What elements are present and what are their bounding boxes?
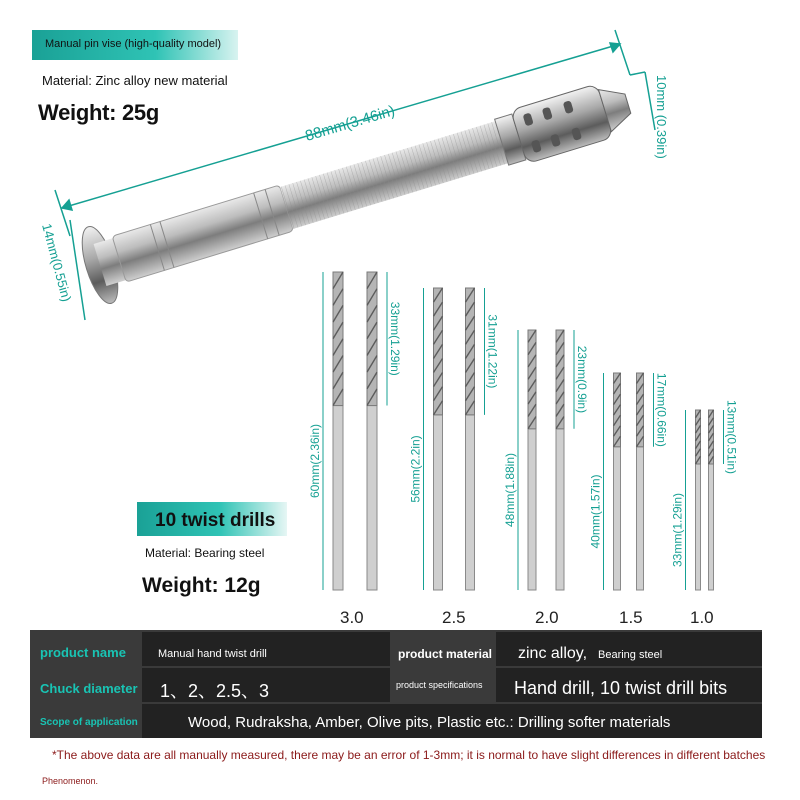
- total-length-label: 60mm(2.36in): [308, 423, 322, 499]
- value-product-specs: Hand drill, 10 twist drill bits: [514, 678, 728, 698]
- vise-weight: Weight: 25g: [38, 100, 159, 125]
- size-label-1-0: 1.0: [690, 608, 714, 627]
- drill-bit: [709, 410, 714, 590]
- drills-title: 10 twist drills: [155, 510, 276, 531]
- footnote: *The above data are all manually measured, there may be an error of 1-3mm; it is normal to have slight differences in different batches: [52, 748, 766, 762]
- value-product-name: Manual hand twist drill: [158, 648, 267, 660]
- drill-bit: [367, 272, 377, 590]
- drill-bit: [556, 330, 564, 590]
- flute-length-label: 23mm(0.9in): [575, 345, 589, 414]
- drill-bit: [466, 288, 475, 590]
- label-product-material: product material: [398, 647, 493, 661]
- value-chuck-diameter: 1、2、2.5、3: [160, 681, 270, 701]
- drills-material: Material: Bearing steel: [145, 546, 265, 560]
- value-material-2: Bearing steel: [598, 649, 663, 661]
- vise-ribbon-title: Manual pin vise (high-quality model): [45, 38, 222, 50]
- value-material-1: zinc alloy,: [518, 645, 588, 662]
- flute-length-label: 31mm(1.22in): [485, 314, 500, 389]
- drill-bits-illustration: [0, 260, 800, 610]
- vise-material: Material: Zinc alloy new material: [42, 73, 228, 88]
- size-label-1-5: 1.5: [619, 608, 643, 627]
- flute-length-label: 33mm(1.29in): [388, 301, 402, 376]
- size-label-3-0: 3.0: [340, 608, 364, 627]
- flute-length-label: 13mm(0.51in): [724, 399, 739, 475]
- vise-chuck-dimension: 10mm (0.39in): [654, 75, 669, 159]
- vise-end-dimension: 14mm(0.55in): [39, 221, 75, 304]
- total-length-label: 40mm(1.57in): [588, 474, 603, 549]
- footnote-continued: Phenomenon.: [42, 776, 99, 786]
- drill-bit: [637, 373, 644, 590]
- total-length-label: 48mm(1.88in): [503, 452, 517, 528]
- size-label-2-0: 2.0: [535, 608, 559, 627]
- label-chuck-diameter: Chuck diameter: [40, 681, 138, 696]
- flute-length-label: 17mm(0.66in): [654, 372, 669, 447]
- drill-bit: [696, 410, 701, 590]
- drill-bit: [528, 330, 536, 590]
- total-length-label: 33mm(1.29in): [670, 492, 685, 568]
- drill-bit: [434, 288, 443, 590]
- drills-weight: Weight: 12g: [142, 574, 261, 597]
- label-product-specs: product specifications: [396, 680, 483, 690]
- drill-bit: [333, 272, 343, 590]
- value-scope: Wood, Rudraksha, Amber, Olive pits, Plastic etc.: Drilling softer materials: [188, 714, 671, 731]
- label-scope: Scope of application: [40, 717, 138, 728]
- size-label-2-5: 2.5: [442, 608, 466, 627]
- spec-table: [30, 630, 762, 738]
- drill-bit: [614, 373, 621, 590]
- label-product-name: product name: [40, 645, 126, 660]
- total-length-label: 56mm(2.2in): [408, 435, 423, 503]
- vise-length-dimension: 88mm(3.46in): [303, 102, 397, 145]
